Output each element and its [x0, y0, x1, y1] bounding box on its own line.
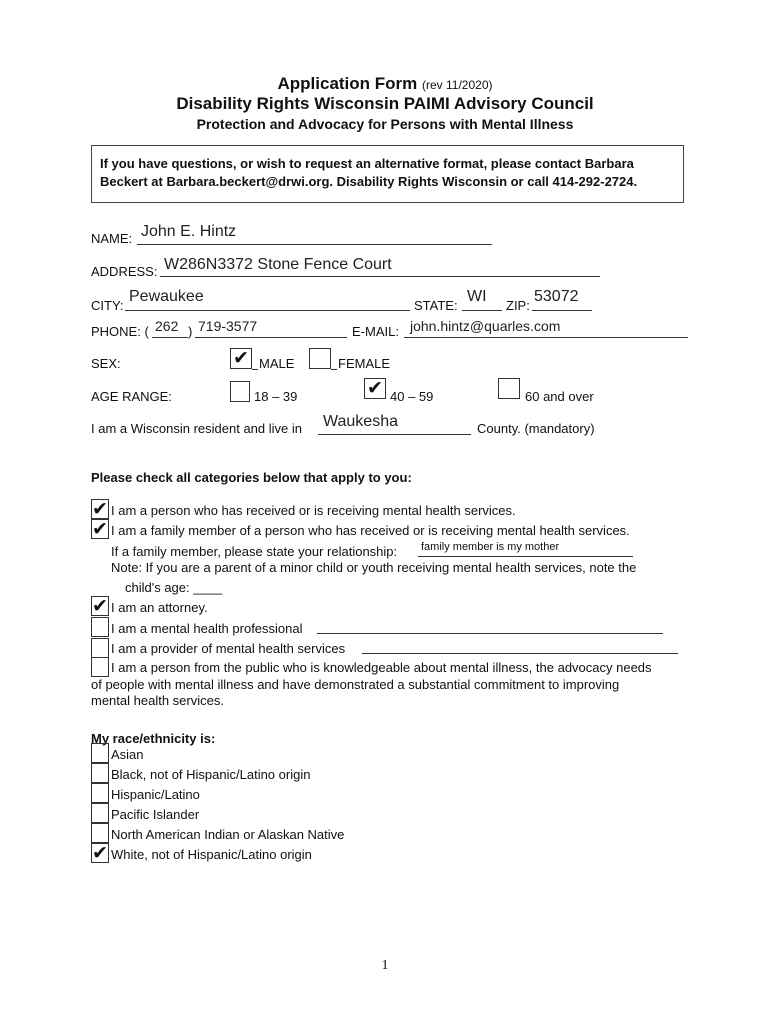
race-label: North American Indian or Alaskan Native	[111, 827, 345, 842]
category-checkbox[interactable]: ✔	[92, 595, 108, 617]
category-label: I am a family member of a person who has received or is receiving mental health services.	[111, 523, 630, 538]
race-heading: My race/ethnicity is:	[91, 731, 216, 746]
relationship-field[interactable]: family member is my mother	[421, 541, 560, 553]
age-40-59-checkbox[interactable]: ✔	[364, 378, 386, 399]
phone-paren: )	[188, 324, 193, 339]
city-field[interactable]: Pewaukee	[129, 288, 204, 305]
race-label: Black, not of Hispanic/Latino origin	[111, 767, 311, 782]
male-underline	[252, 369, 258, 370]
form-title-text: Application Form	[277, 74, 422, 93]
female-underline	[331, 369, 337, 370]
race-label: Pacific Islander	[111, 807, 200, 822]
race-label: Asian	[111, 747, 144, 762]
sex-male-checkbox[interactable]: ✔	[230, 348, 252, 369]
sex-male-label: MALE	[259, 356, 295, 371]
contact-info-line-2: Beckert at Barbara.beckert@drwi.org. Disability Rights Wisconsin or call 414-292-2724.	[100, 174, 638, 189]
age-40-59-label: 40 – 59	[390, 389, 434, 404]
parent-note: Note: If you are a parent of a minor child or youth receiving mental health services, note the	[111, 560, 637, 575]
race-checkbox[interactable]	[91, 823, 109, 843]
organization-name: Disability Rights Wisconsin PAIMI Advisory Council	[176, 94, 594, 113]
category-label: I am a person who has received or is receiving mental health services.	[111, 503, 516, 518]
address-field[interactable]: W286N3372 Stone Fence Court	[164, 256, 392, 273]
category-label: I am a provider of mental health services	[111, 641, 346, 656]
category-checkbox[interactable]: ✔	[92, 518, 108, 540]
phone-number-line	[195, 337, 347, 338]
category-checkbox[interactable]	[91, 617, 109, 637]
race-label: Hispanic/Latino	[111, 787, 200, 802]
city-line	[125, 310, 410, 311]
relationship-prompt: If a family member, please state your relationship:	[111, 544, 398, 559]
zip-line	[532, 310, 592, 311]
mh-provider-line	[362, 653, 678, 654]
category-label: I am a person from the public who is knowledgeable about mental illness, the advocacy needs	[111, 660, 652, 675]
revision-date: (rev 11/2020)	[422, 78, 493, 92]
state-field[interactable]: WI	[467, 288, 487, 305]
phone-area-field[interactable]: 262	[155, 318, 179, 334]
race-label: White, not of Hispanic/Latino origin	[111, 847, 312, 862]
category-checkbox[interactable]	[91, 638, 109, 658]
category-checkbox[interactable]	[91, 657, 109, 677]
age-60-over-checkbox[interactable]	[498, 378, 520, 399]
category-checkbox[interactable]: ✔	[92, 498, 108, 520]
county-line	[318, 434, 471, 435]
child-age-field[interactable]: child's age: ____	[125, 580, 223, 595]
address-line	[160, 276, 600, 277]
category-label: I am a mental health professional	[111, 621, 303, 636]
mh-professional-line	[317, 633, 663, 634]
page-number: 1	[381, 958, 389, 973]
county-field[interactable]: Waukesha	[323, 413, 398, 430]
state-label: STATE:	[414, 298, 458, 313]
category-label: I am an attorney.	[111, 600, 208, 615]
race-checkbox[interactable]	[91, 803, 109, 823]
sex-label: SEX:	[91, 356, 121, 371]
contact-info-box	[91, 145, 684, 203]
phone-area-line	[152, 337, 188, 338]
age-18-39-label: 18 – 39	[254, 389, 298, 404]
race-checkbox[interactable]	[91, 763, 109, 783]
name-label: NAME:	[91, 231, 133, 246]
email-label: E-MAIL:	[352, 324, 399, 339]
form-title	[0, 74, 770, 94]
phone-label: PHONE: (	[91, 324, 149, 339]
phone-number-field[interactable]: 719-3577	[198, 318, 258, 334]
categories-heading: Please check all categories below that apply to you:	[91, 470, 412, 485]
city-label: CITY:	[91, 298, 124, 313]
age-60-over-label: 60 and over	[525, 389, 594, 404]
age-18-39-checkbox[interactable]	[230, 381, 250, 402]
race-checkbox[interactable]	[91, 743, 109, 763]
residence-prefix: I am a Wisconsin resident and live in	[91, 421, 302, 436]
email-line	[404, 337, 688, 338]
race-checkbox[interactable]: ✔	[92, 842, 108, 864]
email-field[interactable]: john.hintz@quarles.com	[410, 318, 561, 334]
form-subtitle: Protection and Advocacy for Persons with Mental Illness	[196, 116, 574, 132]
zip-label: ZIP:	[506, 298, 530, 313]
public-continuation-2: mental health services.	[91, 693, 224, 708]
zip-field[interactable]: 53072	[534, 288, 579, 305]
race-checkbox[interactable]	[91, 783, 109, 803]
name-line	[137, 244, 492, 245]
sex-female-label: FEMALE	[338, 356, 391, 371]
relationship-line	[418, 556, 633, 557]
address-label: ADDRESS:	[91, 264, 158, 279]
contact-info-line-1: If you have questions, or wish to request an alternative format, please contact Barbara	[100, 156, 634, 171]
public-continuation-1: of people with mental illness and have demonstrated a substantial commitment to improving	[91, 677, 620, 692]
name-field[interactable]: John E. Hintz	[141, 223, 237, 240]
sex-female-checkbox[interactable]	[309, 348, 331, 369]
age-range-label: AGE RANGE:	[91, 389, 172, 404]
residence-suffix: County. (mandatory)	[477, 421, 595, 436]
state-line	[462, 310, 502, 311]
